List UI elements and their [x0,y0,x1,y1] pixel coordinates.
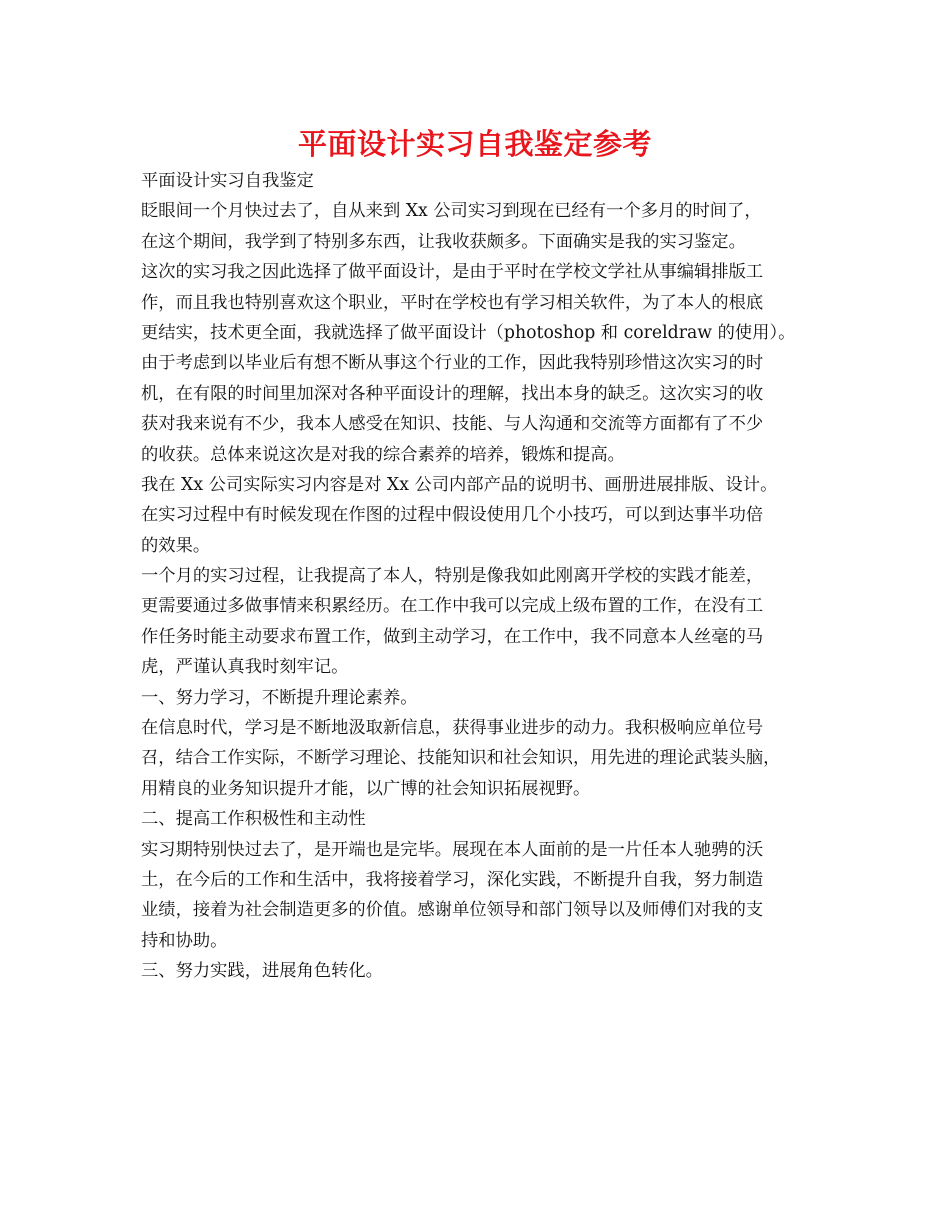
paragraph-line: 的效果。 [141,535,211,556]
paragraph-line: 用精良的业务知识提升才能，以广博的社会知识拓展视野。 [141,778,591,799]
paragraph-line: 在这个期间，我学到了特别多东西，让我收获颇多。下面确实是我的实习鉴定。 [141,231,746,252]
document-body [141,166,821,987]
section-heading-1: 一、努力学习，不断提升理论素养。 [141,687,418,708]
paragraph-line: 的收获。总体来说这次是对我的综合素养的培养，锻炼和提高。 [141,444,625,465]
subtitle-line: 平面设计实习自我鉴定 [141,171,314,191]
paragraph-line: 获对我来说有不少，我本人感受在知识、技能、与人沟通和交流等方面都有了不少 [141,414,764,435]
paragraph-line: 在信息时代，学习是不断地汲取新信息，获得事业进步的动力。我积极响应单位号 [141,718,764,739]
paragraph-line: 这次的实习我之因此选择了做平面设计，是由于平时在学校文学社从事编辑排版工 [141,262,764,283]
paragraph-line: 作任务时能主动要求布置工作，做到主动学习，在工作中，我不同意本人丝毫的马 [141,626,764,647]
section-heading-3: 三、努力实践，进展角色转化。 [141,961,383,982]
paragraph-line: 由于考虑到以毕业后有想不断从事这个行业的工作，因此我特别珍惜这次实习的时 [141,353,764,374]
paragraph-line: 在实习过程中有时候发现在作图的过程中假设使用几个小技巧，可以到达事半功倍 [141,505,764,526]
paragraph-line: 更结实，技术更全面，我就选择了做平面设计（photoshop 和 coreldraw 的使用）。 [141,322,796,343]
paragraph-line: 虎，严谨认真我时刻牢记。 [141,657,349,678]
document-title: 平面设计实习自我鉴定参考 [297,127,652,161]
paragraph-line: 一个月的实习过程，让我提高了本人，特别是像我如此刚离开学校的实践才能差， [141,566,764,587]
section-heading-2: 二、提高工作积极性和主动性 [141,809,366,830]
paragraph-line: 眨眼间一个月快过去了，自从来到 Xx 公司实习到现在已经有一个多月的时间了， [141,201,762,222]
paragraph-line: 作，而且我也特别喜欢这个职业，平时在学校也有学习相关软件，为了本人的根底 [141,292,764,313]
paragraph-line: 机，在有限的时间里加深对各种平面设计的理解，找出本身的缺乏。这次实习的收 [141,383,764,404]
paragraph-line: 更需要通过多做事情来积累经历。在工作中我可以完成上级布置的工作，在没有工 [141,596,764,617]
paragraph-line: 实习期特别快过去了，是开端也是完毕。展现在本人面前的是一片任本人驰骋的沃 [141,839,764,860]
paragraph-line: 业绩，接着为社会制造更多的价值。感谢单位领导和部门领导以及师傅们对我的支 [141,900,764,921]
paragraph-line: 土，在今后的工作和生活中，我将接着学习，深化实践，不断提升自我，努力制造 [141,869,764,890]
paragraph-line: 召，结合工作实际，不断学习理论、技能知识和社会知识，用先进的理论武装头脑， [141,748,781,769]
paragraph-line: 我在 Xx 公司实际实习内容是对 Xx 公司内部产品的说明书、画册进展排版、设计。 [141,474,778,495]
paragraph-line: 持和协助。 [141,930,228,951]
